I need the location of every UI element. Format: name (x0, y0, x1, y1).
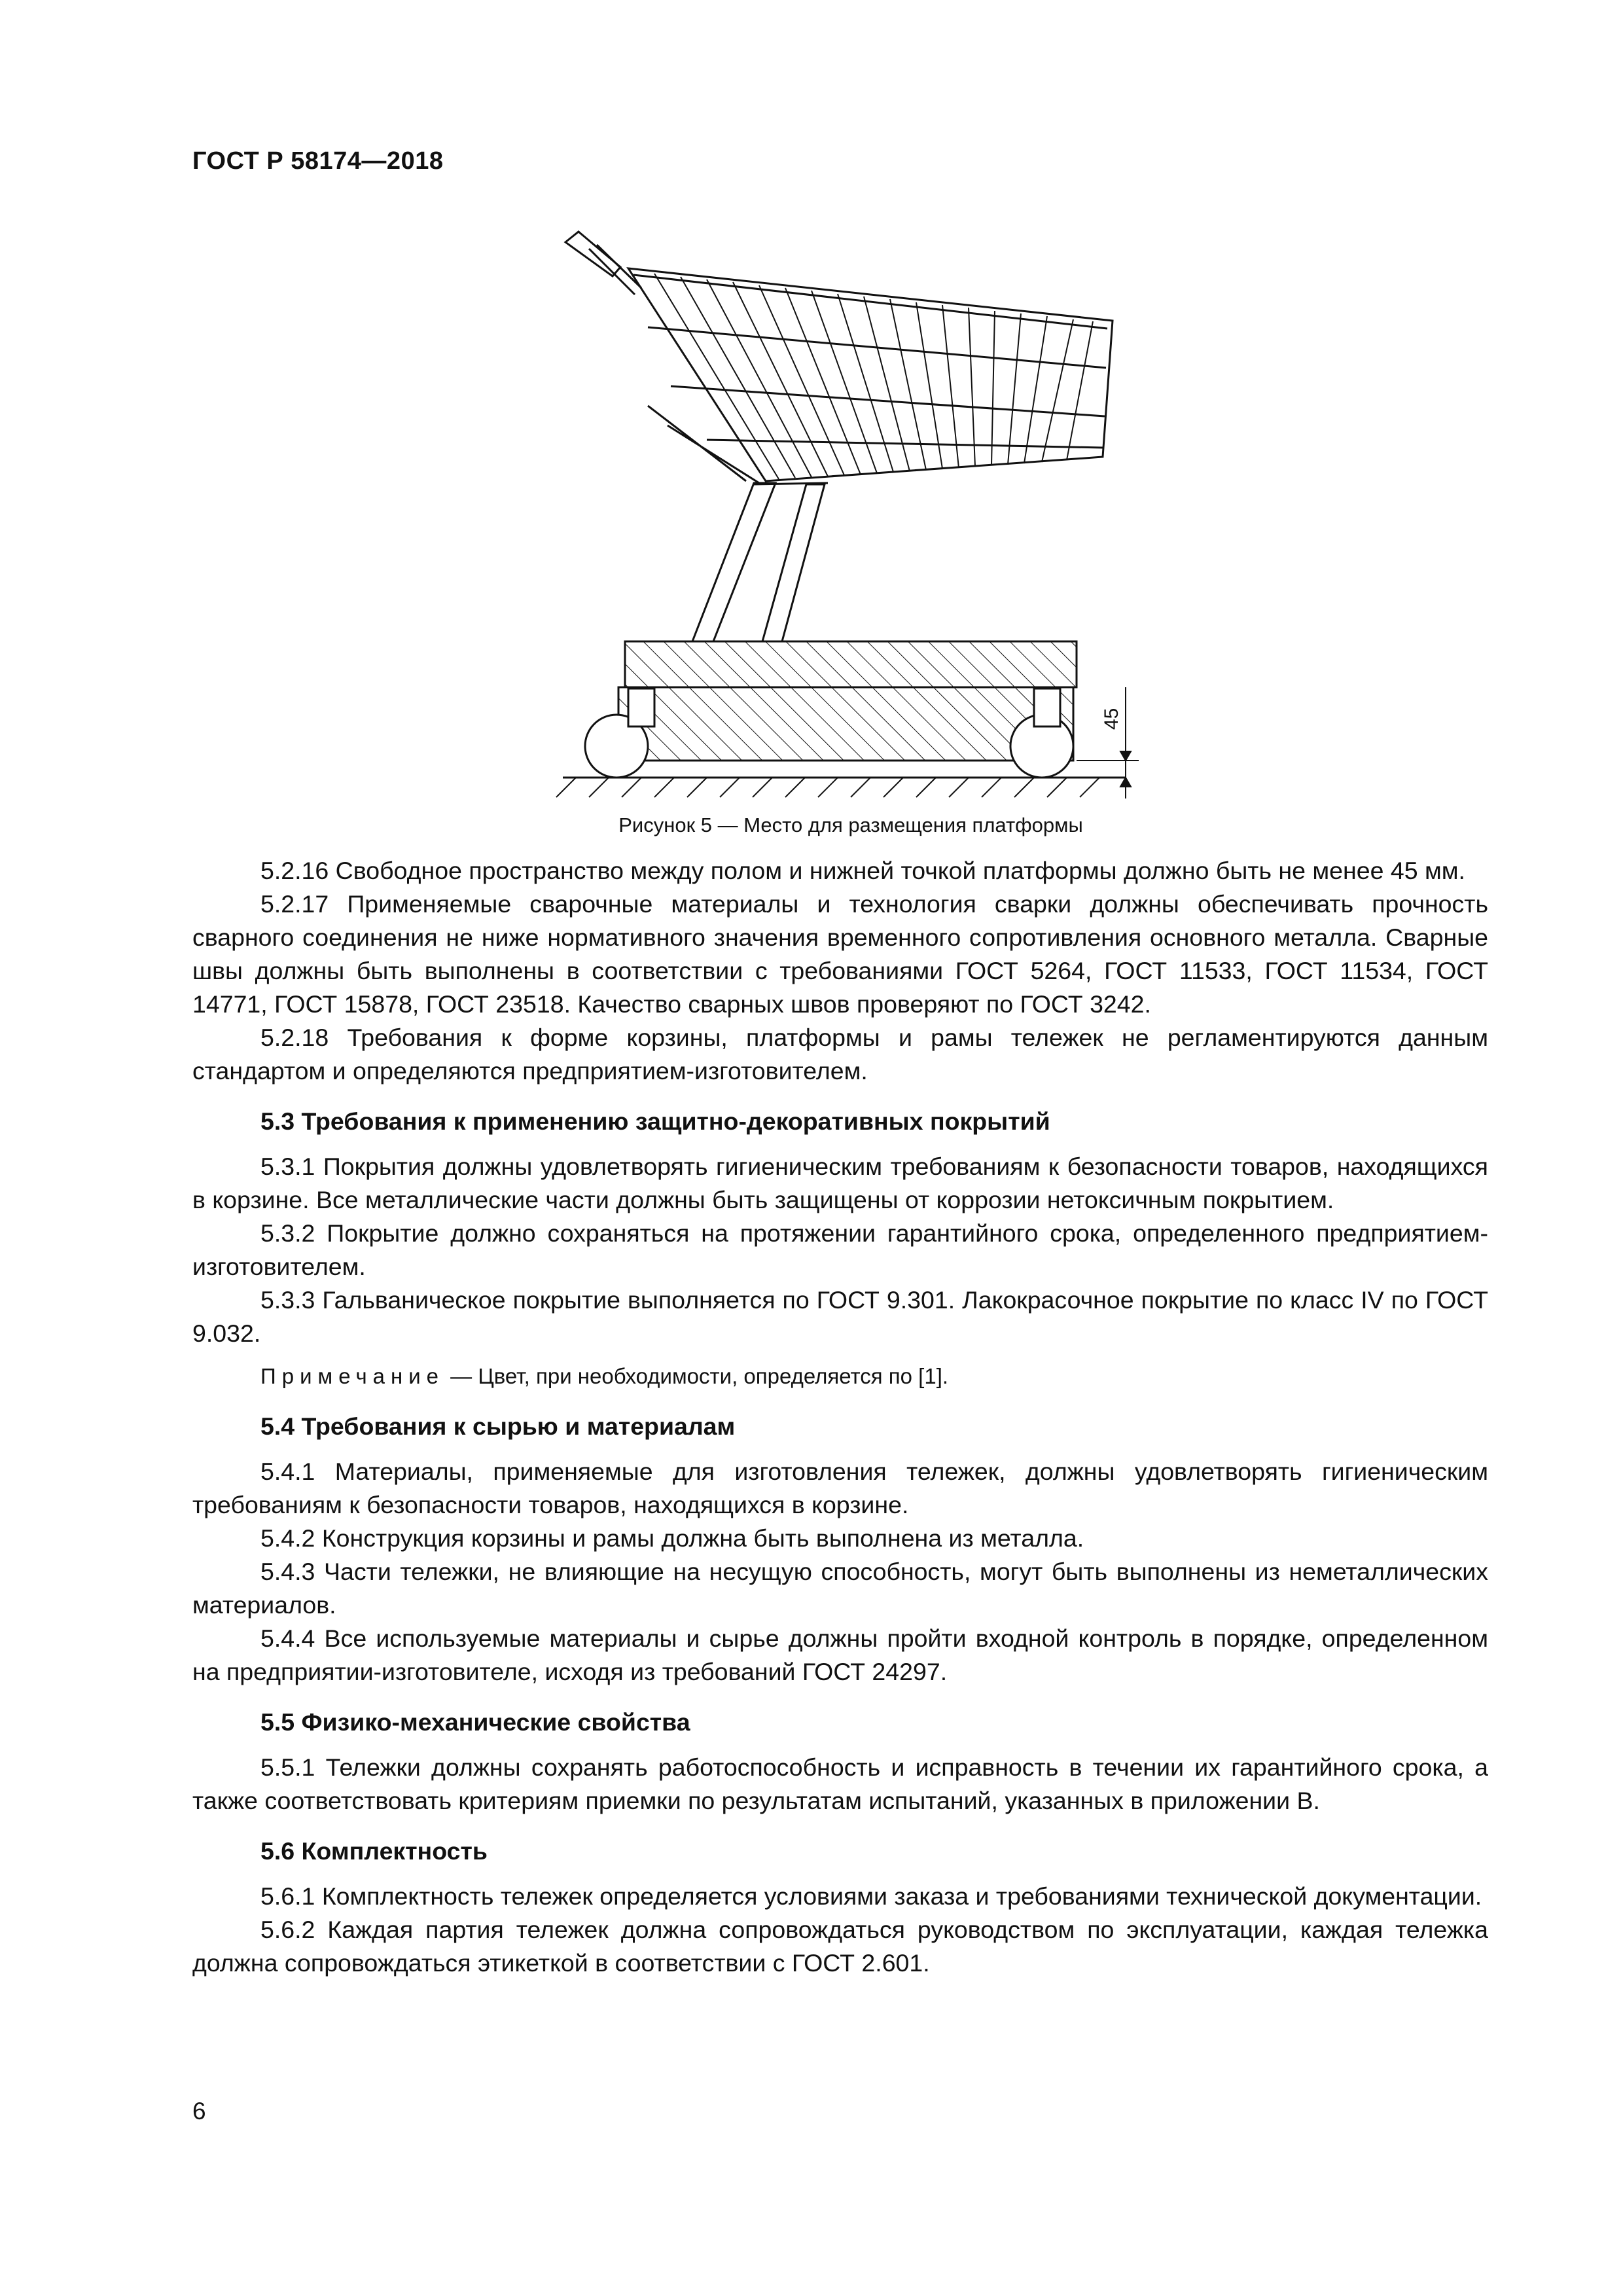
paragraph: 5.3.1 Покрытия должны удовлетворять гигиеническим требованиям к безопасности товаров, находящихся в корзине. Все металлические части должны быть защищены от коррозии нетоксичным покрытием. (192, 1153, 1488, 1213)
note-text: — Цвет, при необходимости, определяется по [1]. (444, 1364, 949, 1388)
paragraph: 5.2.18 Требования к форме корзины, платформы и рамы тележек не регламентируются данным стандартом и определяются предприятием-изготовителем. (192, 1024, 1488, 1085)
body-text (192, 854, 1488, 1980)
dimension-label: 45 (1101, 708, 1122, 730)
platform (625, 641, 1077, 687)
page-number: 6 (192, 2098, 206, 2125)
paragraph: 5.2.16 Свободное пространство между полом и нижней точкой платформы должно быть не менее 45 мм. (260, 857, 1465, 884)
shopping-cart-figure (550, 223, 1158, 798)
paragraph: 5.4.4 Все используемые материалы и сырье должны пройти входной контроль в порядке, определенном на предприятии-изготовителе, исходя из требований ГОСТ 24297. (192, 1624, 1488, 1685)
paragraph: 5.4.1 Материалы, применяемые для изготовления тележек, должны удовлетворять гигиеническим требованиям к безопасности товаров, находящихся в корзине. (192, 1458, 1488, 1518)
paragraph: 5.4.3 Части тележки, не влияющие на несущую способность, могут быть выполнены из неметаллических материалов. (192, 1558, 1488, 1619)
paragraph: 5.4.2 Конструкция корзины и рамы должна быть выполнена из металла. (260, 1524, 1084, 1552)
section-heading: 5.4 Требования к сырью и материалам (260, 1412, 736, 1440)
section-heading: 5.6 Комплектность (260, 1837, 488, 1865)
document-code: ГОСТ Р 58174—2018 (192, 147, 444, 175)
paragraph: 5.6.1 Комплектность тележек определяется условиями заказа и требованиями технической документации. (260, 1882, 1482, 1910)
note-label: Примечание (260, 1364, 445, 1388)
paragraph: 5.3.2 Покрытие должно сохраняться на протяжении гарантийного срока, определенного предприятием-изготовителем. (192, 1219, 1488, 1280)
paragraph: 5.5.1 Тележки должны сохранять работоспособность и исправность в течении их гарантийного срока, а также соответствовать критериям приемки по результатам испытаний, указанных в приложении В. (192, 1753, 1488, 1814)
section-heading: 5.5 Физико-механические свойства (260, 1708, 690, 1736)
paragraph: 5.2.17 Применяемые сварочные материалы и технология сварки должны обеспечивать прочность сварного соединения не ниже нормативного значения временного сопротивления основного металла. Сварные швы должны быть выполнены в соответствии с требованиями ГОСТ 5264, ГОСТ 11533, ГОСТ 11534, ГОСТ 14771, ГОСТ 15878, ГОСТ 23518. Качество сварных швов проверяют по ГОСТ 3242. (192, 890, 1488, 1018)
paragraph: 5.6.2 Каждая партия тележек должна сопровождаться руководством по эксплуатации, каждая тележка должна сопровождаться этикеткой в соответствии с ГОСТ 2.601. (192, 1916, 1488, 1977)
note (192, 1359, 1488, 1393)
paragraph: 5.3.3 Гальваническое покрытие выполняется по ГОСТ 9.301. Лакокрасочное покрытие по класс IV по ГОСТ 9.032. (192, 1286, 1488, 1347)
figure-caption: Рисунок 5 — Место для размещения платформы (618, 814, 1083, 836)
cart-basket (628, 268, 1113, 481)
cart-frame (692, 483, 776, 641)
section-heading: 5.3 Требования к применению защитно-декоративных покрытий (260, 1107, 1050, 1135)
